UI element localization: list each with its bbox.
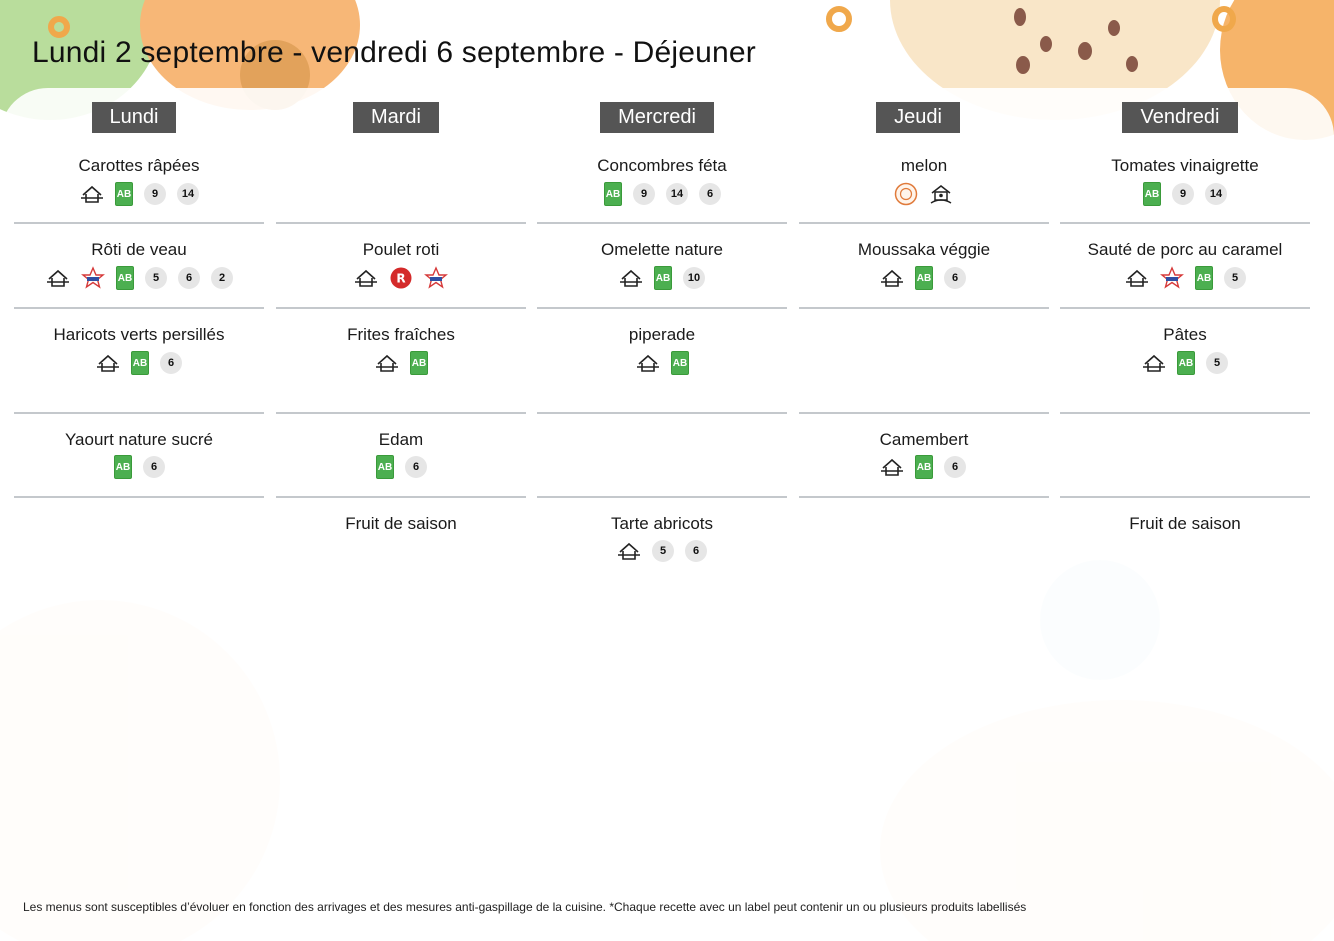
dish-name: Fruit de saison: [1129, 514, 1241, 533]
france-origin-icon: [424, 266, 448, 290]
dish-badges: [375, 350, 428, 376]
dish-badges: [114, 454, 165, 480]
fait-maison-icon: [375, 351, 399, 375]
fait-maison-icon: [619, 266, 643, 290]
page-title: Lundi 2 septembre - vendredi 6 septembre - Déjeuner: [32, 36, 756, 69]
dish-name: piperade: [628, 325, 696, 344]
dish-badges: [1125, 265, 1246, 291]
svg-text:R: R: [396, 271, 406, 286]
dish-name: Camembert: [879, 430, 969, 449]
agriculture-biologique-icon: AB: [915, 455, 933, 479]
row-separator: [14, 412, 264, 414]
france-origin-icon: [81, 266, 105, 290]
allergen-badge: 5: [652, 540, 674, 562]
allergen-badge: 6: [160, 352, 182, 374]
dish-badges: [376, 454, 427, 480]
allergen-badge: 6: [405, 456, 427, 478]
dish-name: Moussaka véggie: [857, 240, 991, 259]
agriculture-biologique-icon: AB: [131, 351, 149, 375]
dish-badges: [617, 538, 707, 564]
allergen-badge: 14: [666, 183, 688, 205]
fait-maison-icon: [80, 182, 104, 206]
row-separator: [276, 412, 526, 414]
allergen-badge: 5: [1206, 352, 1228, 374]
label-rouge-icon: [389, 266, 413, 290]
row-separator: [14, 496, 264, 498]
allergen-badge: 14: [177, 183, 199, 205]
agriculture-biologique-icon: AB: [410, 351, 428, 375]
fait-maison-icon: [1142, 351, 1166, 375]
fait-maison-icon: [880, 266, 904, 290]
fait-maison-icon: [636, 351, 660, 375]
agriculture-biologique-icon: AB: [915, 266, 933, 290]
row-separator: [537, 496, 787, 498]
row-separator: [14, 307, 264, 309]
row-separator: [799, 496, 1049, 498]
allergen-badge: 2: [211, 267, 233, 289]
agriculture-biologique-icon: AB: [1195, 266, 1213, 290]
row-separator: [276, 496, 526, 498]
local-producer-icon: [894, 182, 918, 206]
row-separator: [537, 412, 787, 414]
dish-badges: [894, 181, 953, 207]
dish-name: melon: [900, 156, 948, 175]
france-origin-icon: [1160, 266, 1184, 290]
farm-icon: [929, 182, 953, 206]
dish-badges: [354, 265, 448, 291]
dish-badges: [1143, 181, 1227, 207]
fait-maison-icon: [96, 351, 120, 375]
allergen-badge: 6: [944, 456, 966, 478]
dish-name: Fruit de saison: [345, 514, 457, 533]
footer-note: Les menus sont susceptibles d’évoluer en fonction des arrivages et des mesures anti-gaspillage de la cuisine. *Chaque recette avec un label peut contenir un ou plusieurs produits labellisés: [23, 900, 1027, 914]
dish-name: Tomates vinaigrette: [1111, 156, 1259, 175]
row-separator: [1060, 307, 1310, 309]
agriculture-biologique-icon: AB: [671, 351, 689, 375]
dish-name: Carottes râpées: [78, 156, 200, 175]
allergen-badge: 6: [685, 540, 707, 562]
dish-badges: [636, 350, 689, 376]
allergen-badge: 5: [1224, 267, 1246, 289]
dish-badges: [604, 181, 721, 207]
allergen-badge: 14: [1205, 183, 1227, 205]
agriculture-biologique-icon: AB: [1177, 351, 1195, 375]
dish-name: Sauté de porc au caramel: [1087, 240, 1283, 259]
row-separator: [799, 412, 1049, 414]
row-separator: [1060, 412, 1310, 414]
agriculture-biologique-icon: AB: [604, 182, 622, 206]
agriculture-biologique-icon: AB: [114, 455, 132, 479]
row-separator: [14, 222, 264, 224]
allergen-badge: 9: [1172, 183, 1194, 205]
fait-maison-icon: [354, 266, 378, 290]
dish-name: Rôti de veau: [91, 240, 187, 259]
allergen-badge: 6: [178, 267, 200, 289]
agriculture-biologique-icon: AB: [654, 266, 672, 290]
row-separator: [537, 307, 787, 309]
day-header-vendredi: Vendredi: [1122, 102, 1238, 133]
dish-badges: [80, 181, 199, 207]
fait-maison-icon: [617, 539, 641, 563]
day-header-mardi: Mardi: [353, 102, 439, 133]
dish-badges: [619, 265, 705, 291]
dish-badges: [96, 350, 182, 376]
dish-badges: [880, 454, 966, 480]
allergen-badge: 6: [944, 267, 966, 289]
dish-name: Omelette nature: [601, 240, 723, 259]
dish-badges: [1142, 350, 1228, 376]
dish-name: Pâtes: [1163, 325, 1207, 344]
day-header-jeudi: Jeudi: [876, 102, 960, 133]
agriculture-biologique-icon: AB: [1143, 182, 1161, 206]
allergen-badge: 6: [143, 456, 165, 478]
dish-badges: [46, 265, 233, 291]
agriculture-biologique-icon: AB: [376, 455, 394, 479]
dish-name: Tarte abricots: [610, 514, 714, 533]
dish-name: Yaourt nature sucré: [64, 430, 214, 449]
dish-name: Poulet roti: [362, 240, 440, 259]
row-separator: [1060, 496, 1310, 498]
fait-maison-icon: [46, 266, 70, 290]
dish-name: Concombres féta: [597, 156, 727, 175]
agriculture-biologique-icon: AB: [116, 266, 134, 290]
fait-maison-icon: [880, 455, 904, 479]
row-separator: [537, 222, 787, 224]
allergen-badge: 10: [683, 267, 705, 289]
agriculture-biologique-icon: AB: [115, 182, 133, 206]
allergen-badge: 9: [633, 183, 655, 205]
day-header-mercredi: Mercredi: [600, 102, 714, 133]
dish-badges: [880, 265, 966, 291]
day-header-lundi: Lundi: [92, 102, 176, 133]
allergen-badge: 9: [144, 183, 166, 205]
dish-name: Haricots verts persillés: [53, 325, 225, 344]
row-separator: [799, 222, 1049, 224]
allergen-badge: 6: [699, 183, 721, 205]
row-separator: [1060, 222, 1310, 224]
fait-maison-icon: [1125, 266, 1149, 290]
allergen-badge: 5: [145, 267, 167, 289]
dish-name: Frites fraîches: [347, 325, 455, 344]
dish-name: Edam: [378, 430, 424, 449]
row-separator: [276, 222, 526, 224]
row-separator: [276, 307, 526, 309]
row-separator: [799, 307, 1049, 309]
